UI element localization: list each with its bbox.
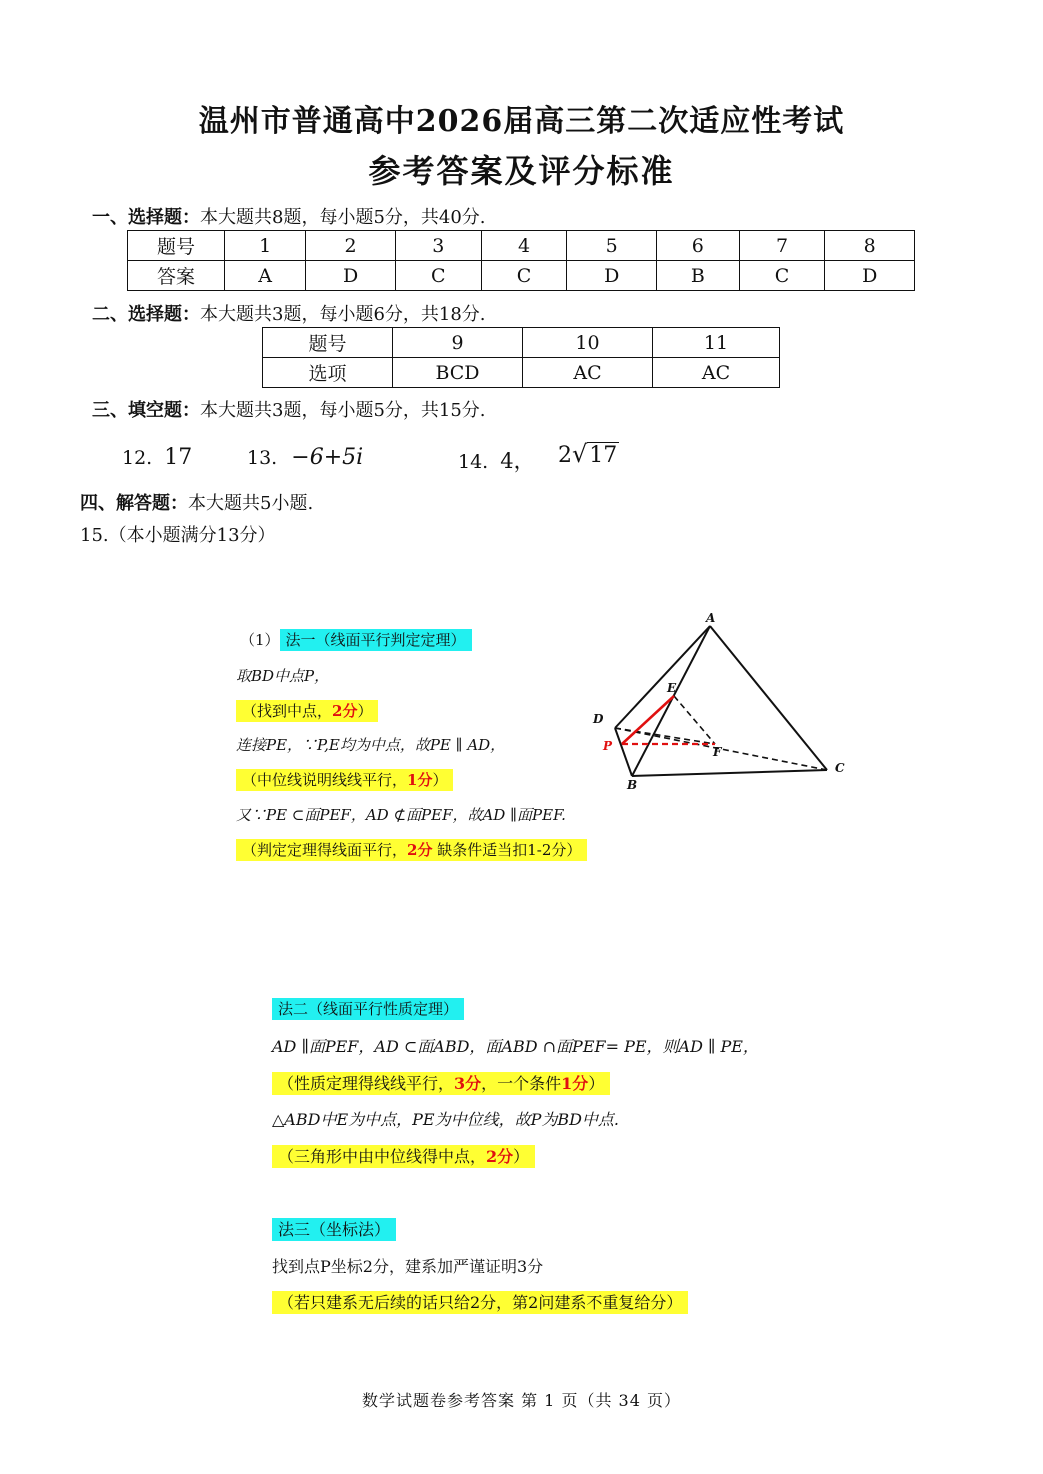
section2-heading (92, 300, 486, 326)
table-cell: 5 (567, 231, 657, 261)
table-cell: D (306, 261, 396, 291)
score-text: （找到中点， (242, 702, 333, 720)
label-B: B (627, 778, 638, 792)
section1-desc: 本大题共8题，每小题5分，共40分. (200, 207, 486, 228)
table-row (263, 358, 780, 388)
label-P: P (603, 739, 613, 753)
table-row (128, 261, 915, 291)
table-cell: B (657, 261, 740, 291)
method1-score1 (236, 700, 378, 721)
method3-line1: 找到点P坐标2分，建系加严谨证明3分 (272, 1257, 544, 1276)
edge-AD (615, 626, 710, 728)
label-F: F (713, 745, 722, 759)
question-number: 14. (458, 451, 489, 473)
part-number: （1） (240, 631, 280, 649)
table-cell: 1 (225, 231, 306, 261)
table-cell: 选项 (263, 358, 393, 388)
question-number: 12. (122, 447, 153, 469)
section4-heading (80, 489, 313, 515)
label-A: A (706, 611, 716, 625)
answer-table-2 (262, 327, 780, 388)
method2-highlight: 法二（线面平行性质定理） (272, 998, 464, 1020)
question-number: 13. (247, 447, 278, 469)
tetrahedron-figure (585, 608, 855, 798)
score-points: 1分 (407, 771, 433, 789)
method2-score1 (272, 1071, 610, 1094)
section4-desc: 本大题共5小题. (188, 493, 314, 514)
answer-value: 17 (164, 445, 193, 470)
score-text: （若只建系无后续的话只给2分，第2问建系不重复给分） (272, 1291, 688, 1314)
fill-answer-12 (122, 445, 192, 470)
fill-answer-14 (458, 445, 535, 475)
page-footer: 数学试题卷参考答案 第 1 页（共 34 页） (362, 1391, 681, 1410)
edge-DB (615, 728, 632, 776)
score-end: ） (588, 1074, 605, 1093)
score-mid: ，一个条件 (481, 1074, 562, 1093)
label-C: C (835, 761, 845, 775)
table-cell: 题号 (128, 231, 225, 261)
table-cell: 7 (739, 231, 825, 261)
section4-label: 四、解答题： (80, 493, 188, 514)
method1-title (240, 629, 472, 650)
method2-line1: AD ∥面PEF，AD ⊂面ABD，面ABD ∩面PEF= PE，则AD ∥ PE， (272, 1037, 759, 1056)
score-text: （中位线说明线线平行， (242, 771, 408, 789)
table-row (128, 231, 915, 261)
table-row (263, 328, 780, 358)
section2-label: 二、选择题： (92, 304, 200, 325)
method1-line1: 取BD中点P， (236, 667, 330, 685)
table-cell: 9 (393, 328, 523, 358)
answer-table-1 (127, 230, 915, 291)
label-E: E (667, 681, 677, 695)
method2-title (272, 998, 464, 1019)
score-text: （性质定理得线线平行， (278, 1074, 455, 1093)
table-cell: 8 (825, 231, 915, 261)
table-cell: 3 (395, 231, 481, 261)
score-points: 2分 (407, 841, 433, 859)
method1-highlight: 法一（线面平行判定定理） (280, 629, 472, 651)
table-cell: D (567, 261, 657, 291)
method1-line2: 连接PE，∵P,E均为中点，故PE ∥ AD， (236, 736, 506, 754)
score-end: ） (357, 702, 373, 720)
method2-line2: △ABD中E为中点，PE为中位线，故P为BD中点. (272, 1110, 620, 1129)
sqrt-radicand: 17 (589, 443, 618, 468)
fill-answer-13 (247, 445, 363, 470)
score-points-2: 1分 (561, 1074, 589, 1093)
table-cell: 4 (481, 231, 567, 261)
edge-AC (710, 626, 827, 770)
table-cell: BCD (393, 358, 523, 388)
method2-score2 (272, 1144, 535, 1167)
table-cell: C (395, 261, 481, 291)
sqrt-coefficient: 2 (558, 443, 572, 468)
table-cell: C (481, 261, 567, 291)
score-text: （判定定理得线面平行， (242, 841, 408, 859)
table-cell: AC (523, 358, 653, 388)
sqrt-sign: √ (572, 440, 588, 468)
table-cell: D (825, 261, 915, 291)
section3-desc: 本大题共3题，每小题5分，共15分. (200, 400, 486, 421)
table-cell: A (225, 261, 306, 291)
table-cell: 题号 (263, 328, 393, 358)
label-D: D (593, 712, 604, 726)
method3-title (272, 1217, 396, 1240)
section1-heading (92, 203, 486, 229)
score-points: 3分 (454, 1074, 482, 1093)
segment-EF (674, 696, 715, 744)
section3-label: 三、填空题： (92, 400, 200, 421)
edge-AB (632, 626, 710, 776)
score-end: ） (513, 1147, 530, 1166)
table-cell: 2 (306, 231, 396, 261)
method3-highlight: 法三（坐标法） (272, 1218, 396, 1241)
question-15-header: 15.（本小题满分13分） (80, 525, 276, 546)
sqrt-answer (558, 440, 619, 468)
method1-score2 (236, 769, 453, 790)
score-end: 缺条件适当扣1-2分） (432, 841, 582, 859)
method1-score3 (236, 839, 587, 860)
answer-value: −6+5i (291, 445, 364, 470)
score-points: 2分 (332, 702, 358, 720)
table-cell: 11 (653, 328, 780, 358)
score-points: 2分 (486, 1147, 514, 1166)
table-cell: 6 (657, 231, 740, 261)
section3-heading (92, 396, 486, 422)
section1-label: 一、选择题： (92, 207, 200, 228)
table-cell: 10 (523, 328, 653, 358)
table-cell: 答案 (128, 261, 225, 291)
edge-BC (632, 770, 827, 776)
section2-desc: 本大题共3题，每小题6分，共18分. (200, 304, 486, 325)
method1-line3: 又∵PE ⊂面PEF，AD ⊄面PEF，故AD ∥面PEF. (236, 806, 566, 824)
answer-value: 4， (500, 449, 535, 473)
score-end: ） (432, 771, 448, 789)
page-title: 温州市普通高中2026届高三第二次适应性考试 (198, 104, 845, 139)
score-text: （三角形中由中位线得中点， (278, 1147, 487, 1166)
page-subtitle: 参考答案及评分标准 (368, 152, 675, 190)
method3-score1 (272, 1290, 688, 1313)
table-cell: C (739, 261, 825, 291)
table-cell: AC (653, 358, 780, 388)
